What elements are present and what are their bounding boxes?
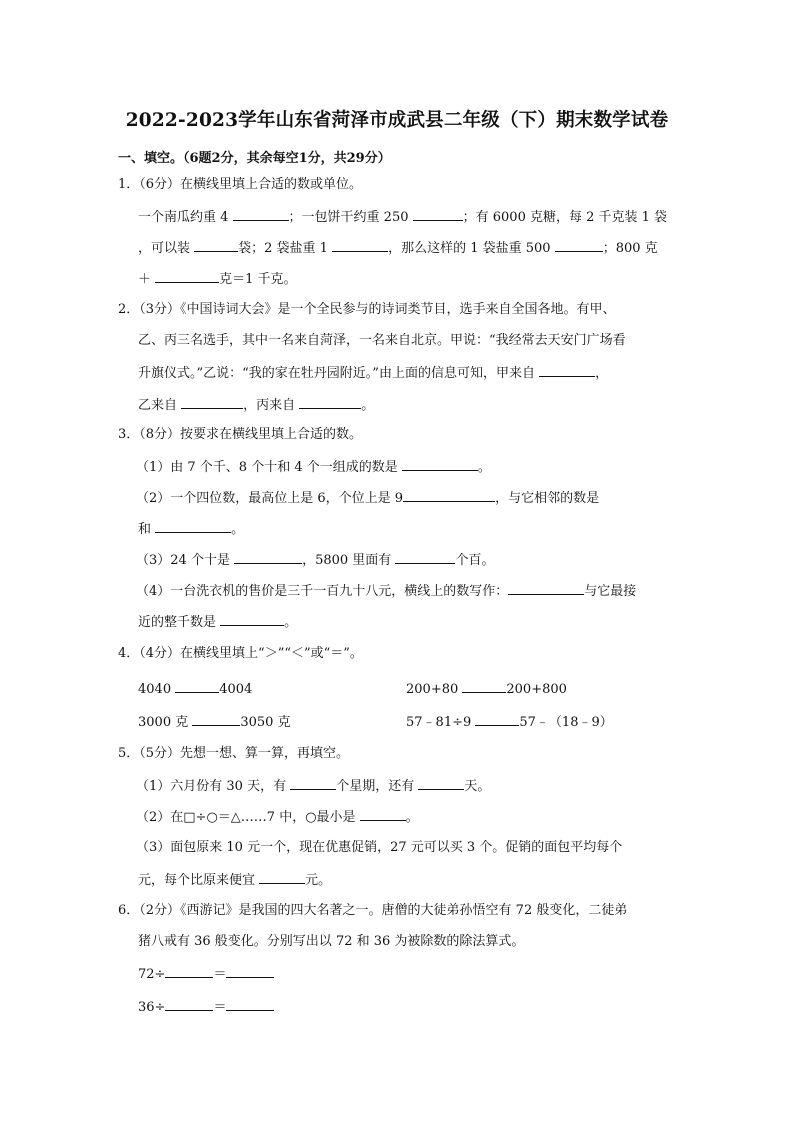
q3-part-2-cont (138, 519, 244, 539)
section-heading: 一、填空。（6题2分，其余每空1分，共29分） (118, 151, 391, 166)
q3-text: （2）一个四位数，最高位上是 6，个位上是 9 (136, 491, 404, 506)
q5-text: （1）六月份有 30 天，有 (136, 779, 291, 794)
answer-blank[interactable] (360, 807, 406, 821)
answer-blank[interactable] (402, 457, 478, 471)
q3-text: 。 (477, 460, 491, 475)
answer-blank[interactable] (155, 269, 219, 283)
q6-text: 72÷ (138, 967, 166, 982)
q5-text: 个星期，还有 (336, 779, 419, 794)
q3-heading: 3．（8分）按要求在横线里填上合适的数。 (118, 427, 363, 442)
q2-text: 乙来自 (138, 398, 182, 413)
answer-blank[interactable] (165, 964, 213, 978)
q4-text: 200+80 (406, 682, 463, 697)
answer-blank[interactable] (234, 550, 302, 564)
answer-blank[interactable] (226, 964, 274, 978)
q4-text: 4040 (138, 682, 176, 697)
q4-text: 200+800 (506, 682, 567, 697)
q2-text: 。 (361, 398, 375, 413)
q6-line-2: 猪八戒有 36 般变化。分别写出以 72 和 36 为被除数的除法算式。 (138, 934, 525, 949)
q4-text: 4004 (219, 682, 253, 697)
answer-blank[interactable] (539, 363, 595, 377)
q4-text: 57﹣81÷9 (406, 715, 476, 730)
q3-text: （1）由 7 个千、8 个十和 4 个一组成的数是 (136, 460, 402, 475)
q5-text: 。 (405, 810, 419, 825)
q3-part-4-cont (138, 612, 297, 632)
q1-heading: 1．（6分）在横线里填上合适的数或单位。 (118, 177, 363, 192)
answer-blank[interactable] (220, 612, 284, 626)
q5-text: 元，每个比原来便宜 (138, 873, 260, 888)
q6-text: ＝ (213, 1000, 227, 1015)
q1-text: 袋；2 袋盐重 1 (238, 241, 333, 256)
answer-blank[interactable] (299, 395, 361, 409)
q2-text: 升旗仪式。”乙说：“我的家在牡丹园附近。”由上面的信息可知，甲来自 (138, 366, 540, 381)
answer-blank[interactable] (418, 776, 464, 790)
q4-text: 57﹣（18﹣9） (519, 715, 613, 730)
answer-blank[interactable] (462, 679, 506, 693)
q4-compare-c (138, 712, 291, 732)
q4-compare-b (406, 679, 567, 699)
answer-blank[interactable] (226, 997, 274, 1011)
q6-equation-2 (138, 997, 274, 1017)
q1-text: 一个南瓜约重 4 (138, 210, 233, 225)
answer-blank[interactable] (155, 519, 231, 533)
q3-part-1 (136, 457, 491, 477)
q3-text: 个百。 (455, 553, 495, 568)
q4-heading: 4．（4分）在横线里填上“＞”“＜”或“＝”。 (118, 646, 363, 661)
q1-text: ＋ (138, 272, 156, 287)
q5-text: 元。 (305, 873, 332, 888)
q3-text: （3）24 个十是 (136, 553, 235, 568)
answer-blank[interactable] (165, 997, 213, 1011)
answer-blank[interactable] (332, 238, 388, 252)
answer-blank[interactable] (555, 238, 603, 252)
q5-part-2 (136, 807, 419, 827)
answer-blank[interactable] (290, 776, 336, 790)
answer-blank[interactable] (181, 395, 243, 409)
answer-blank[interactable] (259, 870, 305, 884)
answer-blank[interactable] (175, 679, 219, 693)
q6-text: ＝ (213, 967, 227, 982)
q3-text: ，与它相邻的数是 (495, 491, 600, 506)
q1-text: ，可以装 (138, 241, 195, 256)
q1-line-2 (138, 238, 658, 258)
q4-compare-d (406, 712, 613, 732)
answer-blank[interactable] (508, 581, 584, 595)
q4-text: 3050 克 (240, 715, 291, 730)
q5-part-3-cont (138, 870, 331, 890)
q5-text: （2）在□÷○＝△……7 中，○最小是 (136, 810, 360, 825)
q6-text: 36÷ (138, 1000, 166, 1015)
answer-blank[interactable] (194, 238, 238, 252)
answer-blank[interactable] (413, 207, 463, 221)
q2-line-3 (138, 363, 608, 383)
q4-text: 3000 克 (138, 715, 193, 730)
q3-text: 与它最接 (584, 584, 637, 599)
answer-blank[interactable] (403, 488, 495, 502)
q3-text: 。 (231, 522, 245, 537)
q1-line-3 (138, 269, 297, 289)
q3-text: 近的整千数是 (138, 615, 221, 630)
q3-text: （4）一台洗衣机的售价是三千一百九十八元，横线上的数写作： (136, 584, 509, 599)
q5-part-1 (136, 776, 490, 796)
q3-text: ，5800 里面有 (302, 553, 396, 568)
q1-text: ，那么这样的 1 袋盐重 500 (388, 241, 555, 256)
answer-blank[interactable] (192, 712, 240, 726)
q5-text: 天。 (464, 779, 491, 794)
answer-blank[interactable] (475, 712, 519, 726)
q2-line-2: 乙、丙三名选手，其中一名来自菏泽，一名来自北京。甲说：“我经常去天安门广场看 (138, 333, 626, 348)
q2-text: ，丙来自 (243, 398, 300, 413)
q3-part-3 (136, 550, 494, 570)
answer-blank[interactable] (233, 207, 289, 221)
q3-text: 和 (138, 522, 156, 537)
q2-line-1: 2．（3分）《中国诗词大会》是一个全民参与的诗词类节目，选手来自全国各地。有甲、 (118, 302, 616, 317)
answer-blank[interactable] (395, 550, 455, 564)
q2-line-4 (138, 395, 374, 415)
q1-text: ；800 克 (602, 241, 658, 256)
q3-part-2 (136, 488, 599, 508)
q1-text: ；一包饼干约重 250 (288, 210, 413, 225)
q4-compare-a (138, 679, 252, 699)
q2-text: ， (595, 366, 609, 381)
q6-line-1: 6．（2分）《西游记》是我国的四大名著之一。唐僧的大徒弟孙悟空有 72 般变化，二徒弟 (118, 903, 628, 918)
q1-line-1 (138, 207, 667, 227)
q3-text: 。 (284, 615, 298, 630)
q6-equation-1 (138, 964, 274, 984)
q3-part-4 (136, 581, 636, 601)
page-title: 2022-2023学年山东省菏泽市成武县二年级（下）期末数学试卷 (125, 110, 669, 131)
q1-text: 克＝1 千克。 (219, 272, 297, 287)
q5-part-3: （3）面包原来 10 元一个，现在优惠促销，27 元可以买 3 个。促销的面包平均每个 (136, 840, 623, 855)
q5-heading: 5．（5分）先想一想、算一算，再填空。 (118, 746, 350, 761)
q1-text: ；有 6000 克糖，每 2 千克装 1 袋 (462, 210, 668, 225)
